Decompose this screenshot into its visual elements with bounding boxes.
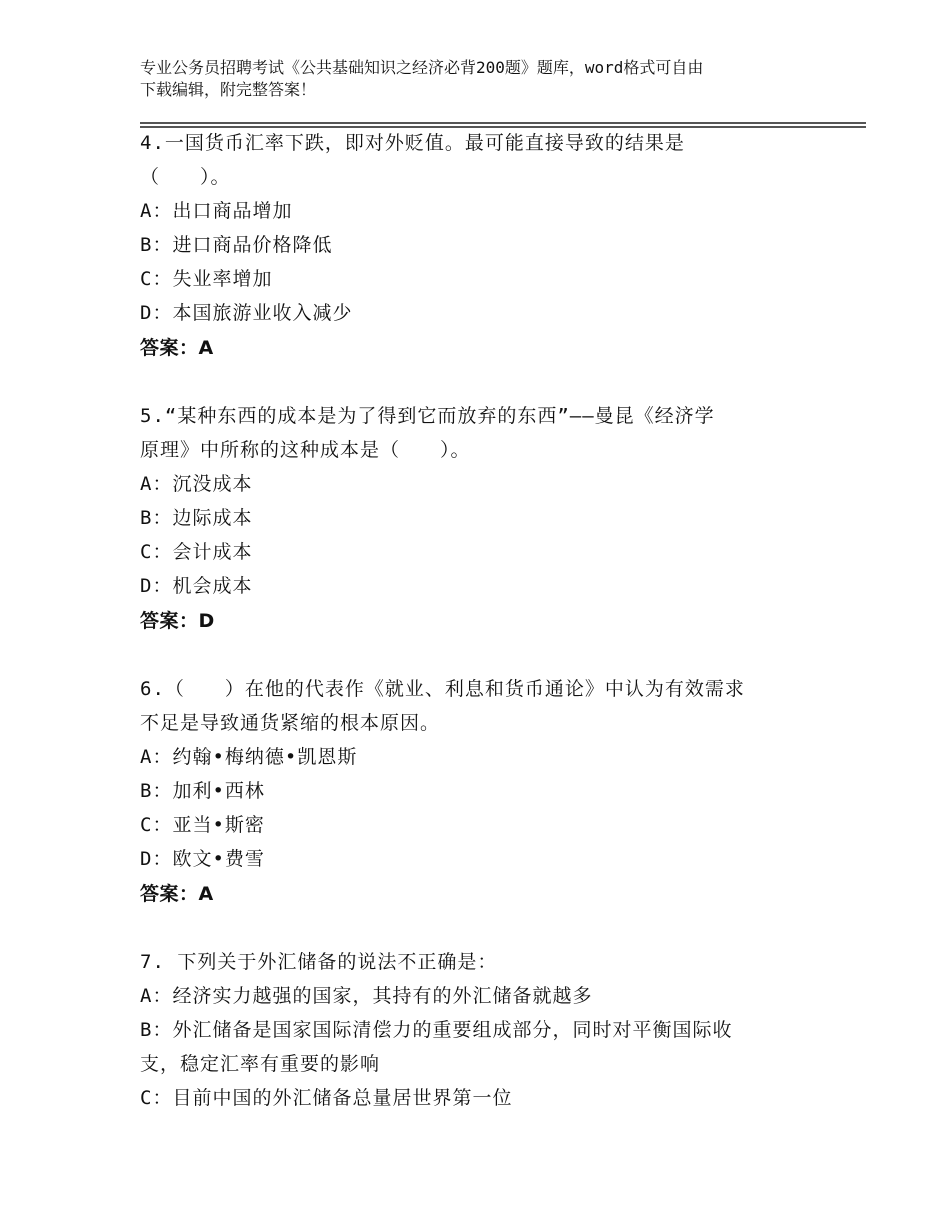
question-4-option-c: C：失业率增加 <box>140 268 273 290</box>
question-5-option-a: A：沉没成本 <box>140 473 253 495</box>
question-7-option-c: C：目前中国的外汇储备总量居世界第一位 <box>140 1087 513 1109</box>
question-7-option-b-cont: 支，稳定汇率有重要的影响 <box>140 1053 381 1075</box>
question-5-option-c: C：会计成本 <box>140 541 253 563</box>
question-6-option-c: C：亚当•斯密 <box>140 814 265 836</box>
question-5-stem-cont: 原理》中所称的这种成本是（ ）。 <box>140 439 471 461</box>
question-7-stem: 7. 下列关于外汇储备的说法不正确是： <box>140 951 498 973</box>
question-6-option-b: B：加利•西林 <box>140 780 265 802</box>
question-4-stem-cont: （ ）。 <box>140 166 231 188</box>
question-6-stem-cont: 不足是导致通货紧缩的根本原因。 <box>140 712 441 734</box>
question-7-option-a: A：经济实力越强的国家，其持有的外汇储备就越多 <box>140 985 593 1007</box>
question-5-answer: 答案：D <box>140 610 215 632</box>
question-6-option-d: D：欧文•费雪 <box>140 848 265 870</box>
question-4-option-b: B：进口商品价格降低 <box>140 234 333 256</box>
header-line-1: 专业公务员招聘考试《公共基础知识之经济必背200题》题库，word格式可自由 <box>140 58 704 77</box>
question-5-option-d: D：机会成本 <box>140 575 253 597</box>
question-6-stem: 6.（ ）在他的代表作《就业、利息和货币通论》中认为有效需求 <box>140 678 745 700</box>
header-divider <box>140 122 866 124</box>
document-header <box>140 57 820 101</box>
question-6-answer: 答案：A <box>140 883 214 905</box>
question-4-option-d: D：本国旅游业收入减少 <box>140 302 353 324</box>
question-4-stem: 4.一国货币汇率下跌，即对外贬值。最可能直接导致的结果是 <box>140 132 685 154</box>
question-4-option-a: A：出口商品增加 <box>140 200 293 222</box>
header-divider-second <box>140 126 866 128</box>
question-5-option-b: B：边际成本 <box>140 507 253 529</box>
header-line-2: 下载编辑，附完整答案！ <box>140 80 317 99</box>
question-6-option-a: A：约翰•梅纳德•凯恩斯 <box>140 746 358 768</box>
question-5-stem: 5.“某种东西的成本是为了得到它而放弃的东西”——曼昆《经济学 <box>140 405 715 427</box>
question-7-option-b: B：外汇储备是国家国际清偿力的重要组成部分，同时对平衡国际收 <box>140 1019 733 1041</box>
question-4-answer: 答案：A <box>140 337 214 359</box>
